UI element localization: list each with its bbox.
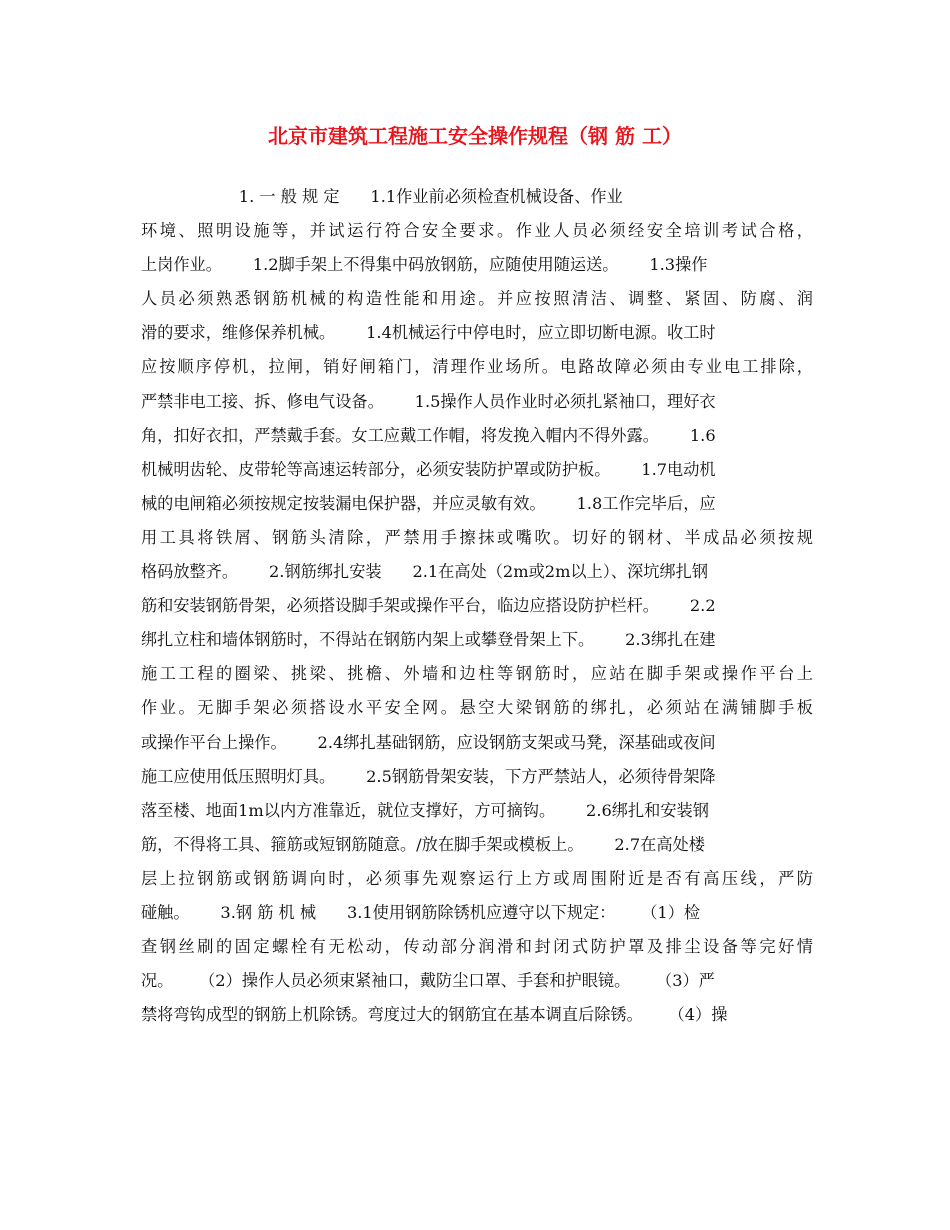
text-line: 落至楼、地面1m以内方准靠近，就位支撑好，方可摘钩。 2.6绑扎和安装钢 [141,800,709,820]
text-line: 筋，不得将工具、箍筋或短钢筋随意。/放在脚手架或模板上。 2.7在高处楼 [141,834,705,854]
text-line: 查钢丝刷的固定螺栓有无松动，传动部分润滑和封闭式防护罩及排尘设备等完好情 [141,937,813,957]
text-line: 用工具将铁屑、钢筋头清除，严禁用手擦抹或嘴吹。切好的钢材、半成品必须按规 [141,527,813,547]
text-line: 环境、照明设施等，并试运行符合安全要求。作业人员必须经安全培训考试合格， [141,221,813,241]
text-line: 应按顺序停机，拉闸，销好闸箱门，清理作业场所。电路故障必须由专业电工排除， [141,357,813,377]
text-line: 绑扎立柱和墙体钢筋时，不得站在钢筋内架上或攀登骨架上下。 2.3绑扎在建 [141,630,716,650]
text-line: 筋和安装钢筋骨架，必须搭设脚手架或操作平台，临边应搭设防护栏杆。 2.2 [141,596,716,616]
text-line: 机械明齿轮、皮带轮等高速运转部分，必须安装防护罩或防护板。 1.7电动机 [141,459,716,479]
text-line: 碰触。 3.钢 筋 机 械 3.1使用钢筋除锈机应遵守以下规定： （1）检 [141,902,701,922]
document-title: 北京市建筑工程施工安全操作规程（钢 筋 工） [268,124,682,148]
text-line: 严禁非电工接、拆、修电气设备。 1.5操作人员作业时必须扎紧袖口，理好衣 [141,391,716,411]
text-line: 或操作平台上操作。 2.4绑扎基础钢筋，应设钢筋支架或马凳，深基础或夜间 [141,732,716,752]
text-line: 角，扣好衣扣，严禁戴手套。女工应戴工作帽，将发挽入帽内不得外露。 1.6 [141,425,716,445]
document-body [141,180,813,1032]
text-line: 层上拉钢筋或钢筋调向时，必须事先观察运行上方或周围附近是否有高压线，严防 [141,868,813,888]
text-line: 械的电闸箱必须按规定按装漏电保护器，并应灵敏有效。 1.8工作完毕后，应 [141,493,716,513]
text-line: 人员必须熟悉钢筋机械的构造性能和用途。并应按照清洁、调整、紧固、防腐、润 [141,289,813,309]
text-line: 作业。无脚手架必须搭设水平安全网。悬空大梁钢筋的绑扎，必须站在满铺脚手板 [141,698,813,718]
text-line: 施工应使用低压照明灯具。 2.5钢筋骨架安装，下方严禁站人，必须待骨架降 [141,766,716,786]
text-line: 格码放整齐。 2.钢筋绑扎安装 2.1在高处（2m或2m以上）、深坑绑扎钢 [141,562,709,582]
text-line: 1. 一 般 规 定 1.1作业前必须检查机械设备、作业 [141,187,623,206]
text-line: 滑的要求，维修保养机械。 1.4机械运行中停电时，应立即切断电源。收工时 [141,323,716,343]
text-line: 施工工程的圈梁、挑梁、挑檐、外墙和边柱等钢筋时，应站在脚手架或操作平台上 [141,664,813,684]
text-line: 上岗作业。 1.2脚手架上不得集中码放钢筋，应随使用随运送。 1.3操作 [141,255,708,275]
text-line: 禁将弯钩成型的钢筋上机除锈。弯度过大的钢筋宜在基本调直后除锈。 （4）操 [141,1005,728,1025]
text-line: 况。 （2）操作人员必须束紧袖口，戴防尘口罩、手套和护眼镜。 （3）严 [141,971,715,991]
